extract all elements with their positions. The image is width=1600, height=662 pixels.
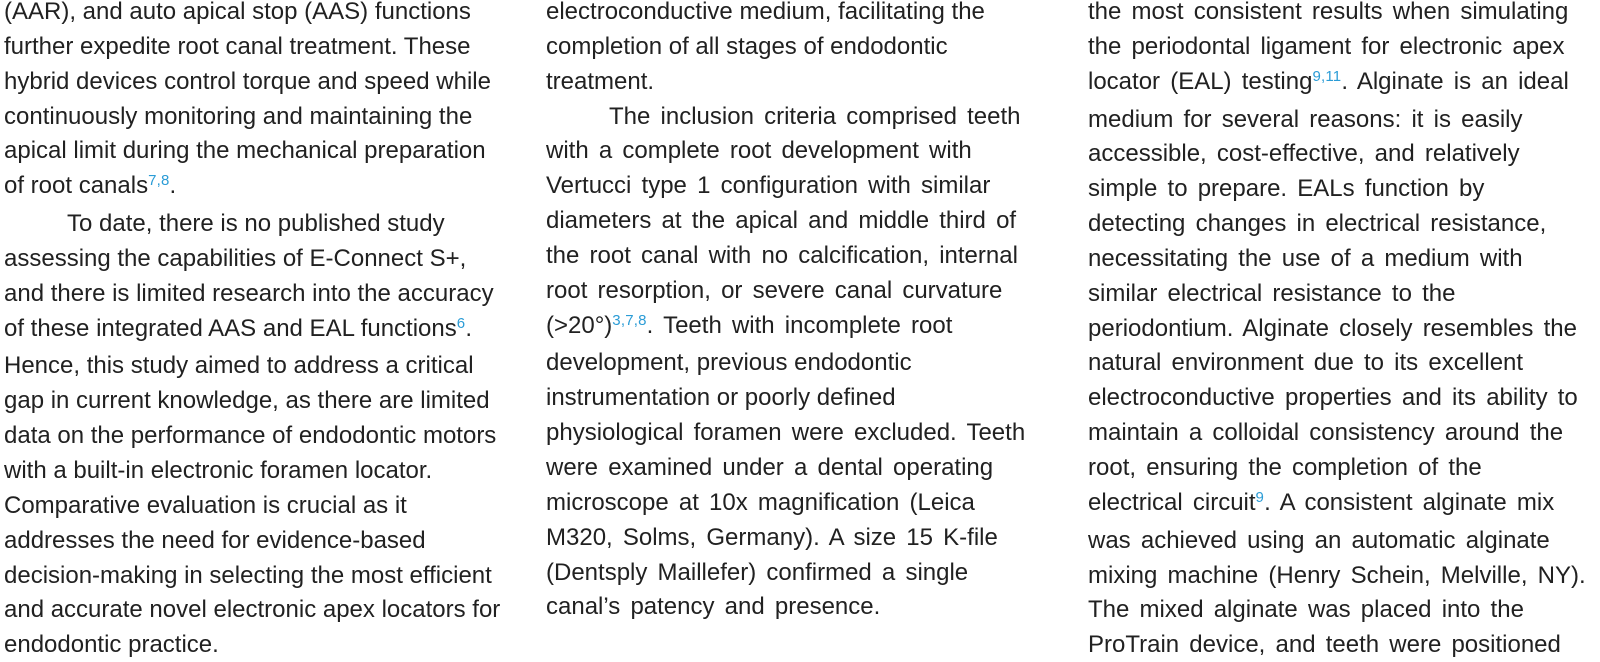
- text-line: [546, 521, 1046, 556]
- text-segment: .: [465, 314, 472, 342]
- text-line: [1088, 381, 1578, 416]
- text-segment: addresses the need for evidence-based: [4, 526, 426, 554]
- text-segment: accessible, cost-effective, and relatively: [1088, 140, 1520, 168]
- citation-superscript[interactable]: 6: [456, 314, 466, 332]
- text-segment: of root canals: [4, 172, 149, 200]
- text-line: [4, 169, 494, 207]
- text-segment: instrumentation or poorly defined: [546, 384, 896, 412]
- text-segment: ProTrain device, and teeth were positioned: [1088, 631, 1561, 659]
- text-segment: physiological foramen were excluded. Teeth: [546, 419, 1026, 447]
- text-segment: . Teeth with incomplete root: [646, 311, 953, 339]
- text-line: [1088, 30, 1566, 65]
- text-segment: canal’s patency and presence.: [546, 593, 881, 621]
- text-line: [546, 239, 1046, 274]
- text-segment: similar electrical resistance to the: [1088, 279, 1456, 307]
- text-line: [1088, 346, 1566, 381]
- text-line: [1088, 277, 1566, 312]
- text-segment: medium for several reasons: it is easily: [1088, 105, 1523, 133]
- text-line: [4, 559, 494, 594]
- text-line: [4, 628, 494, 662]
- text-segment: electroconductive properties and its ability to: [1088, 384, 1578, 412]
- citation-superscript[interactable]: 9: [1255, 488, 1265, 506]
- text-segment: The mixed alginate was placed into the: [1088, 596, 1524, 624]
- text-line: [1088, 65, 1569, 103]
- text-segment: completion of all stages of endodontic: [546, 32, 948, 60]
- text-segment: simple to prepare. EALs function by: [1088, 175, 1485, 203]
- text-line: [546, 30, 1046, 65]
- text-segment: apical limit during the mechanical preparation: [4, 137, 486, 165]
- text-segment: maintain a colloidal consistency around the: [1088, 419, 1564, 447]
- text-line: [546, 381, 1046, 416]
- citation-superscript[interactable]: 7,8: [148, 172, 170, 190]
- text-segment: M320, Solms, Germany). A size 15 K-file: [546, 523, 998, 551]
- text-segment: further expedite root canal treatment. These: [4, 32, 471, 60]
- text-segment: microscope at 10x magnification (Leica: [546, 488, 975, 516]
- text-segment: To date, there is no published study: [67, 210, 445, 238]
- text-segment: electroconductive medium, facilitating the: [546, 0, 985, 25]
- citation-superscript[interactable]: 3,7,8: [612, 311, 647, 329]
- text-column-3: [1088, 0, 1586, 662]
- text-segment: decision-making in selecting the most efficient: [4, 561, 492, 589]
- text-line: [4, 65, 494, 100]
- text-segment: with a built-in electronic foramen locator.: [4, 456, 433, 484]
- text-segment: development, previous endodontic: [546, 349, 912, 377]
- text-line: [4, 312, 494, 350]
- text-line: [546, 0, 1046, 30]
- text-segment: Vertucci type 1 configuration with similar: [546, 172, 991, 200]
- text-line: [546, 556, 1046, 591]
- text-segment: (>20°): [546, 311, 613, 339]
- text-segment: .: [169, 172, 177, 200]
- text-line: [1088, 242, 1566, 277]
- text-segment: necessitating the use of a medium with: [1088, 244, 1523, 272]
- text-line: [546, 346, 1046, 381]
- text-segment: (AAR), and auto apical stop (AAS) functions: [4, 0, 471, 25]
- text-line: [4, 30, 494, 65]
- text-segment: root resorption, or severe canal curvature: [546, 276, 1003, 304]
- text-line: [4, 349, 494, 384]
- text-segment: hybrid devices control torque and speed while: [4, 67, 491, 95]
- text-segment: . A consistent alginate mix: [1264, 488, 1555, 516]
- citation-superscript[interactable]: 9,11: [1312, 67, 1342, 85]
- text-segment: of these integrated AAS and EAL functions: [4, 314, 457, 342]
- text-line: [4, 207, 494, 242]
- text-line: [546, 416, 1046, 451]
- text-segment: and accurate novel electronic apex locators for: [4, 596, 501, 624]
- text-segment: Comparative evaluation is crucial as it: [4, 491, 407, 519]
- text-line: [1088, 416, 1566, 451]
- text-line: [4, 0, 494, 30]
- text-segment: treatment.: [546, 67, 655, 95]
- text-line: [4, 100, 494, 135]
- text-line: [546, 169, 1046, 204]
- text-line: [546, 486, 1046, 521]
- text-line: [1088, 486, 1566, 524]
- text-segment: the root canal with no calcification, internal: [546, 241, 1018, 269]
- text-line: [4, 277, 494, 312]
- text-line: [4, 593, 501, 628]
- text-line: [4, 489, 494, 524]
- text-line: [1088, 451, 1566, 486]
- text-segment: mixing machine (Henry Schein, Melville, NY).: [1088, 561, 1586, 589]
- text-segment: continuously monitoring and maintaining the: [4, 102, 473, 130]
- text-line: [1088, 207, 1566, 242]
- text-segment: detecting changes in electrical resistance,: [1088, 210, 1547, 238]
- text-segment: assessing the capabilities of E-Connect S+,: [4, 244, 467, 272]
- text-segment: (Dentsply Maillefer) confirmed a single: [546, 558, 969, 586]
- text-line: [546, 274, 1046, 309]
- text-segment: Hence, this study aimed to address a critical: [4, 352, 474, 380]
- text-segment: locator (EAL) testing: [1088, 67, 1313, 95]
- text-line: [4, 384, 494, 419]
- text-segment: root, ensuring the completion of the: [1088, 453, 1482, 481]
- text-segment: . Alginate is an ideal: [1341, 67, 1569, 95]
- text-segment: was achieved using an automatic alginate: [1088, 526, 1550, 554]
- text-line: [1088, 628, 1566, 662]
- text-segment: electrical circuit: [1088, 488, 1256, 516]
- text-segment: endodontic practice.: [4, 631, 219, 659]
- text-line: [546, 134, 1046, 169]
- text-segment: the periodontal ligament for electronic apex: [1088, 32, 1565, 60]
- text-segment: and there is limited research into the accuracy: [4, 279, 494, 307]
- text-line: [1088, 593, 1566, 628]
- text-line: [4, 454, 494, 489]
- text-line: [1088, 524, 1566, 559]
- text-line: [546, 309, 1046, 347]
- text-segment: the most consistent results when simulating: [1088, 0, 1569, 25]
- text-line: [1088, 172, 1566, 207]
- text-line: [1088, 559, 1586, 594]
- text-line: [4, 134, 494, 169]
- text-line: [546, 590, 1046, 625]
- text-line: [546, 451, 1046, 486]
- text-column-2: [546, 0, 1046, 625]
- text-segment: with a complete root development with: [546, 137, 972, 165]
- text-segment: natural environment due to its excellent: [1088, 349, 1524, 377]
- text-line: [4, 242, 494, 277]
- text-segment: periodontium. Alginate closely resembles the: [1088, 314, 1577, 342]
- text-line: [4, 524, 494, 559]
- text-line: [546, 100, 1046, 135]
- text-line: [1088, 103, 1566, 138]
- text-column-1: [4, 0, 501, 662]
- text-segment: data on the performance of endodontic motors: [4, 422, 497, 450]
- text-line: [4, 419, 497, 454]
- text-line: [1088, 137, 1566, 172]
- text-line: [1088, 0, 1569, 30]
- text-line: [546, 204, 1046, 239]
- text-segment: were examined under a dental operating: [546, 453, 994, 481]
- text-segment: diameters at the apical and middle third of: [546, 207, 1017, 235]
- text-segment: The inclusion criteria comprised teeth: [609, 102, 1021, 130]
- text-line: [546, 65, 1046, 100]
- text-line: [1088, 312, 1577, 347]
- text-segment: gap in current knowledge, as there are limited: [4, 387, 490, 415]
